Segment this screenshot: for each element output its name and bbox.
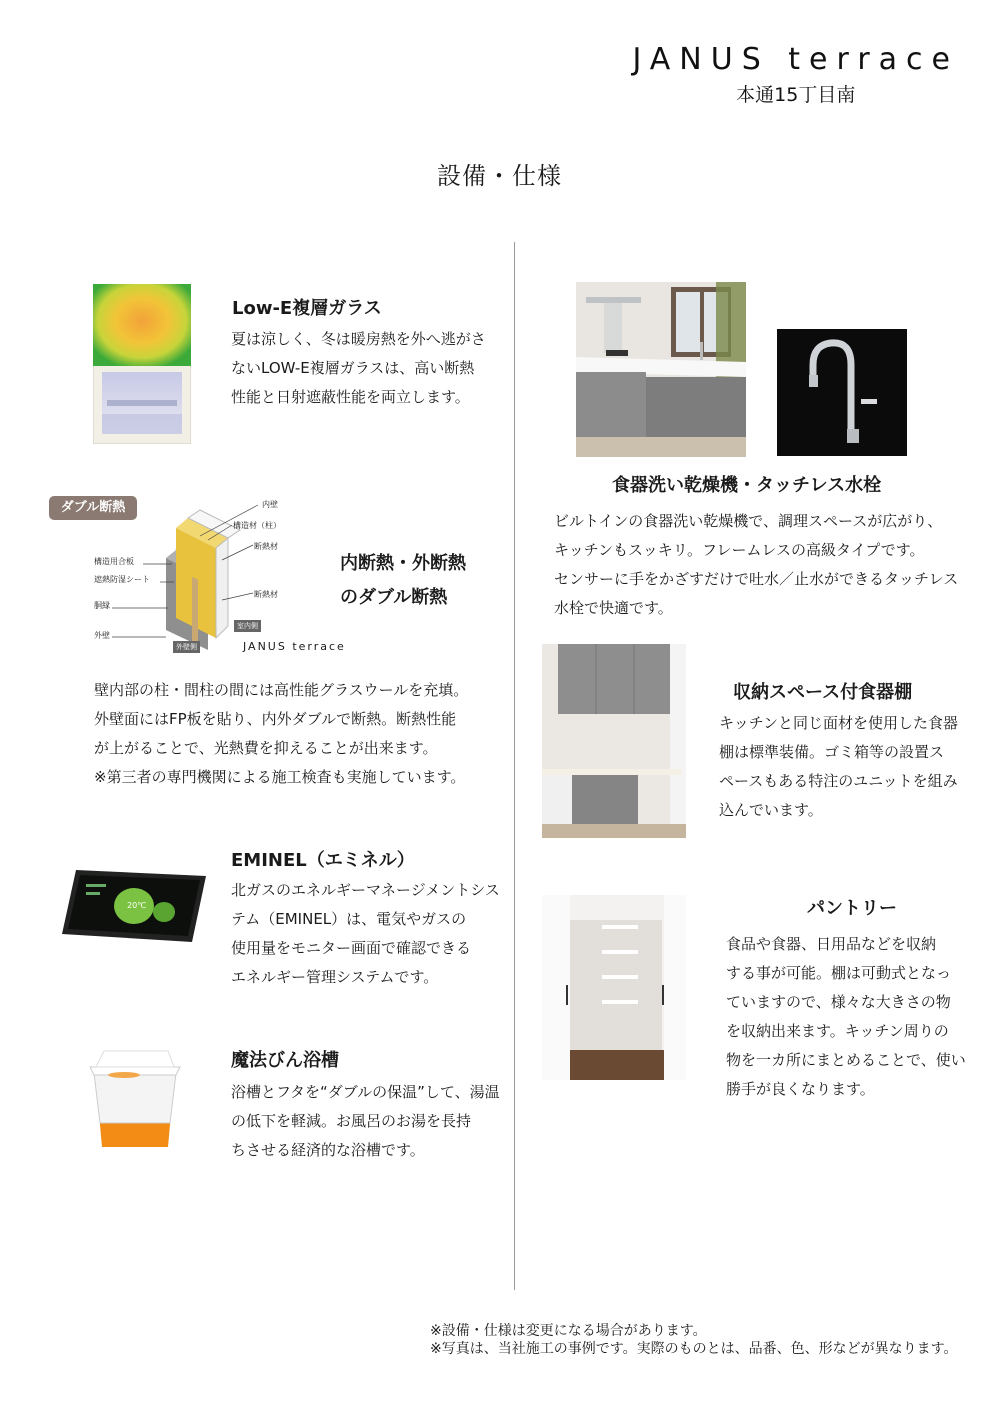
double-heading: [340, 547, 466, 615]
page-title: 設備・仕様: [437, 162, 562, 190]
lowe-heading: Low-E複層ガラス: [232, 298, 382, 319]
label-furring: 胴縁: [94, 601, 110, 610]
bath-text: [231, 1078, 500, 1165]
bath-heading: 魔法びん浴槽: [231, 1050, 339, 1071]
cupboard-heading: 収納スペース付食器棚: [733, 682, 913, 703]
cupboard-photo: [542, 644, 686, 838]
pantry-line: 物を一カ所にまとめることで、使い: [726, 1051, 966, 1069]
double-heading-line: 内断熱・外断熱: [340, 553, 466, 574]
eminel-text: [231, 876, 500, 992]
double-line: が上がることで、光熱費を抑えることが出来ます。: [94, 739, 438, 757]
eminel-line: 使用量をモニター画面で確認できる: [231, 939, 472, 957]
diagram-logo: JANUS terrace: [243, 640, 346, 653]
cupboard-line: ペースもある特注のユニットを組み: [719, 772, 958, 790]
label-insulation-1: 断熱材: [254, 542, 278, 551]
cupboard-line: 棚は標準装備。ゴミ箱等の設置ス: [719, 743, 945, 761]
lowe-line: ないLOW-E複層ガラスは、高い断熱: [231, 359, 475, 377]
kitchen-heading: 食器洗い乾燥機・タッチレス水栓: [612, 475, 882, 496]
brand-location: 本通15丁目南: [736, 84, 856, 106]
lowe-line: 夏は涼しく、冬は暖房熱を外へ逃がさ: [231, 330, 486, 348]
kitchen-photo: [576, 282, 746, 457]
label-insulation-2: 断熱材: [254, 590, 278, 599]
kitchen-text: [554, 507, 958, 623]
double-line: 壁内部の柱・間柱の間には高性能グラスウールを充填。: [94, 681, 469, 699]
pantry-heading: パントリー: [807, 898, 897, 919]
bath-line: 浴槽とフタを“ダブルの保温”して、湯温: [231, 1083, 500, 1101]
bath-line: ちさせる経済的な浴槽です。: [231, 1141, 425, 1159]
pantry-photo: [542, 895, 686, 1080]
bathtub-image: [80, 1043, 186, 1153]
eminel-line: 北ガスのエネルギーマネージメントシス: [231, 881, 500, 899]
faucet-photo: [777, 329, 907, 456]
double-text: [94, 676, 468, 792]
eminel-screen-value: 20℃: [127, 901, 147, 910]
label-sheet: 遮熱防湿シート: [94, 575, 150, 584]
kitchen-line: キッチンもスッキリ。フレームレスの高級タイプです。: [554, 541, 925, 559]
label-outdoor: 外壁側: [173, 641, 200, 653]
footer-note: ※写真は、当社施工の事例です。実際のものとは、品番、色、形などが異なります。: [430, 1341, 958, 1357]
eminel-line: エネルギー管理システムです。: [231, 968, 439, 986]
pantry-text: [726, 930, 966, 1104]
double-line: ※第三者の専門機関による施工検査も実施しています。: [94, 768, 466, 786]
kitchen-line: ビルトインの食器洗い乾燥機で、調理スペースが広がり、: [554, 512, 943, 530]
label-structure: 構造材（柱）: [233, 521, 281, 530]
leader-lines: [0, 0, 300, 660]
eminel-heading: EMINEL（エミネル）: [231, 850, 415, 871]
brand-block: [632, 40, 959, 107]
label-indoor: 室内側: [234, 620, 261, 632]
label-outer-wall: 外壁: [94, 631, 110, 640]
kitchen-line: センサーに手をかざすだけで吐水／止水ができるタッチレス: [554, 570, 959, 588]
cupboard-line: 込んでいます。: [719, 801, 823, 819]
double-line: 外壁面にはFP板を貼り、内外ダブルで断熱。断熱性能: [94, 710, 457, 728]
pantry-line: 勝手が良くなります。: [726, 1080, 875, 1098]
cupboard-line: キッチンと同じ面材を使用した食器: [719, 714, 958, 732]
pantry-line: ていますので、様々な大きさの物: [726, 993, 951, 1011]
brand-name: JANUS terrace: [632, 42, 959, 77]
double-heading-line: のダブル断熱: [340, 587, 448, 608]
pantry-line: する事が可能。棚は可動式となっ: [726, 964, 952, 982]
footer-note: ※設備・仕様は変更になる場合があります。: [430, 1323, 707, 1339]
eminel-line: テム（EMINEL）は、電気やガスの: [231, 910, 467, 928]
double-insulation-badge: ダブル断熱: [49, 496, 137, 520]
label-inner-wall: 内壁: [262, 500, 278, 509]
bath-line: の低下を軽減。お風呂のお湯を長持: [231, 1112, 472, 1130]
pantry-line: 食品や食器、日用品などを収納: [726, 935, 937, 953]
label-plywood: 構造用合板: [94, 557, 134, 566]
cupboard-text: [719, 709, 958, 825]
column-divider: [514, 242, 515, 1290]
lowe-line: 性能と日射遮蔽性能を両立します。: [231, 388, 470, 406]
pantry-line: を収納出来ます。キッチン周りの: [726, 1022, 949, 1040]
footer-notes: [430, 1322, 958, 1358]
kitchen-line: 水栓で快適です。: [554, 599, 673, 617]
